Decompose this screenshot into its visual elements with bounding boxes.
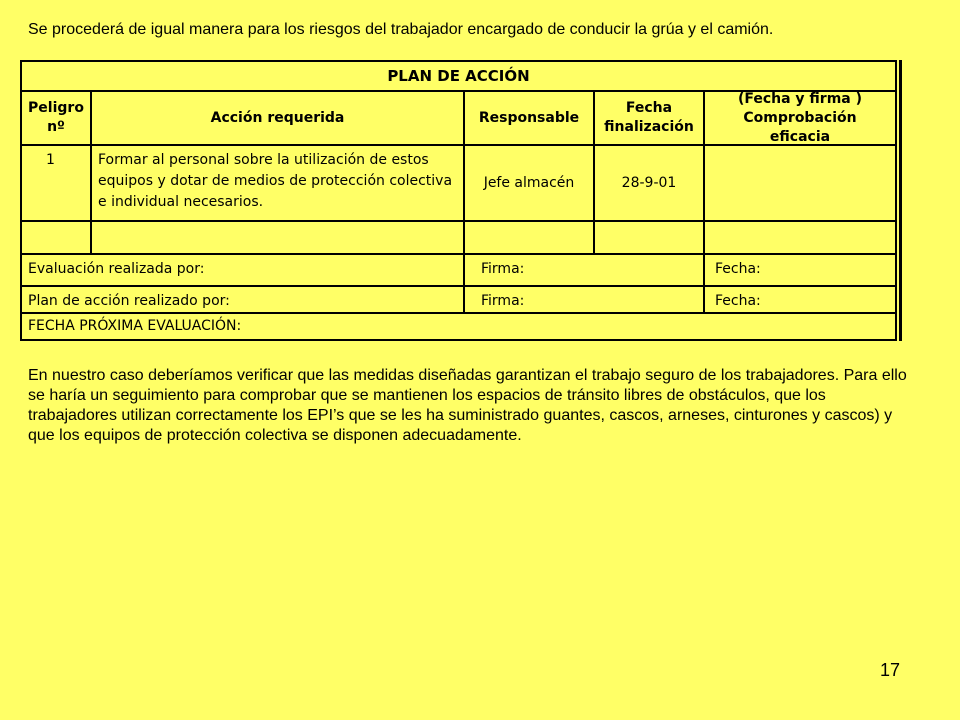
next-evaluation-row [22,314,895,339]
table-header-row [22,92,895,146]
empty-cell [465,222,595,253]
table-title: PLAN DE ACCIÓN [22,62,895,92]
header-comprobacion: (Fecha y firma ) Comprobación eficacia [737,90,863,145]
cell-peligro: 1 [22,146,92,220]
empty-cell [22,222,92,253]
cell-accion: Formar al personal sobre la utilización de estos equipos y dotar de medios de protección colectiva e individual necesarios. [92,146,465,220]
intro-text: Se procederá de igual manera para los riesgos del trabajador encargado de conducir la grúa y el camión. [28,21,774,38]
page-number: 17 [880,660,901,680]
cell-responsable: Jefe almacén [465,146,595,220]
firma-label: Firma: [465,287,705,312]
empty-cell [595,222,705,253]
evaluacion-label: Evaluación realizada por: [22,255,465,285]
cell-comprobacion [705,146,895,220]
table-row-empty [22,222,895,255]
header-responsable: Responsable [465,92,595,144]
empty-cell [92,222,465,253]
header-accion: Acción requerida [92,92,465,144]
proxima-evaluacion-label: FECHA PRÓXIMA EVALUACIÓN: [28,318,242,334]
action-plan-table [20,60,897,341]
firma-label: Firma: [465,255,705,285]
table-row [22,146,895,222]
header-fecha: Fecha finalización [595,92,705,144]
plan-label: Plan de acción realizado por: [22,287,465,312]
header-peligro: Peligro nº [22,92,92,144]
plan-row [22,287,895,314]
body-paragraph: En nuestro caso deberíamos verificar que las medidas diseñadas garantizan el trabajo seguro de los trabajadores. Para ello se haría un seguimiento para comprobar que se mantienen los espacios de tránsito libres de obstáculos, que los trabajadores utilizan correctamente los EPI’s que se les ha suministrado guantes, cascos, arneses, cinturones y cascos) y que los equipos de protección colectiva se disponen adecuadamente. [28,367,907,444]
fecha-label: Fecha: [715,261,761,277]
evaluation-row [22,255,895,287]
cell-fecha: 28-9-01 [595,146,705,220]
fecha-label: Fecha: [715,293,761,309]
empty-cell [705,222,895,253]
